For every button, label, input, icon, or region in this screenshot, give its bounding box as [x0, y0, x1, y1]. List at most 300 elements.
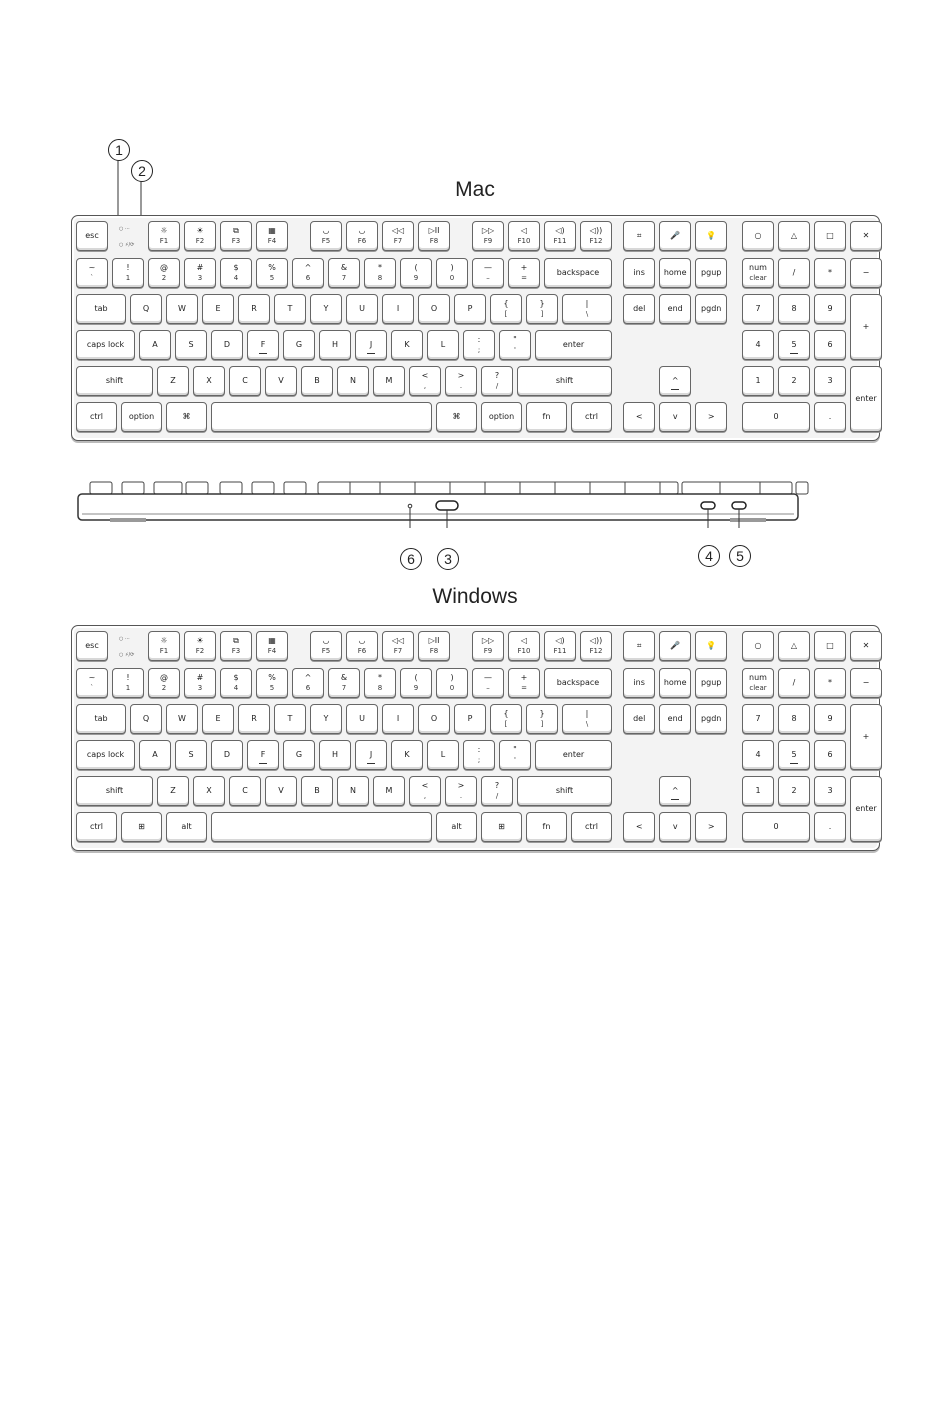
key-sublabel: 1: [125, 684, 131, 692]
key-sublabel: F8: [429, 237, 439, 245]
key-label: ☀: [196, 636, 204, 645]
key-label: %: [268, 673, 276, 682]
key-label: ⧉: [233, 636, 239, 645]
windows-keyboard: [71, 625, 880, 851]
key-label: +: [862, 732, 870, 741]
key-sublabel: F9: [483, 237, 493, 245]
key-label: K: [404, 750, 410, 759]
key-label: <: [635, 412, 643, 421]
key-sublabel: F4: [267, 647, 277, 655]
key-symbol: [499, 740, 531, 770]
key-symbol: [481, 776, 513, 806]
key-label: ctrl: [584, 822, 599, 831]
key-label: backspace: [556, 678, 600, 687]
key-symbol: [490, 704, 522, 734]
key-label: Z: [170, 376, 176, 385]
key-w: [166, 704, 198, 734]
led-indicator-1: ○ ···: [119, 636, 130, 642]
key-label: pgdn: [701, 304, 722, 313]
key-sublabel: 2: [161, 684, 167, 692]
key-symbol: [346, 631, 378, 661]
key-label: enter: [562, 340, 585, 349]
key-sublabel: F9: [483, 647, 493, 655]
key-label: ☼: [160, 636, 168, 645]
key-sublabel: F1: [159, 237, 169, 245]
key-label: del: [633, 714, 646, 723]
callout-4: 4: [698, 545, 720, 567]
key-label: *: [828, 678, 832, 687]
key-label: +: [520, 673, 528, 682]
key-symbol: [623, 221, 655, 251]
key-8: [778, 294, 810, 324]
key-j: [355, 740, 387, 770]
key-label: enter: [855, 394, 877, 403]
key-v: [659, 402, 691, 432]
key-sublabel: .: [459, 382, 463, 390]
key-label: |: [585, 709, 589, 718]
key-label: W: [178, 304, 186, 313]
key-symbol: [328, 668, 360, 698]
callout-6: 6: [400, 548, 422, 570]
key-label: T: [287, 714, 293, 723]
key-symbol: [850, 668, 882, 698]
key-symbol: [508, 221, 540, 251]
key-option: [481, 402, 522, 432]
key-label: O: [430, 304, 438, 313]
key-label: shift: [105, 786, 124, 795]
key-label: ▷▷: [481, 636, 495, 645]
key-space: [211, 402, 432, 432]
key-ctrl: [76, 402, 117, 432]
key-label: △: [790, 641, 798, 650]
key-sublabel: –: [486, 274, 490, 282]
key-label: fn: [542, 412, 551, 421]
key-symbol: [328, 258, 360, 288]
key-label: ⌗: [636, 231, 642, 240]
key-sublabel: F2: [195, 647, 205, 655]
key-label: P: [467, 304, 473, 313]
key-symbol: [112, 668, 144, 698]
key-label: ^: [671, 786, 679, 795]
key-symbol: [382, 631, 414, 661]
key-label: 3: [827, 376, 833, 385]
key-label: <: [635, 822, 643, 831]
key-symbol: [220, 258, 252, 288]
key-s: [175, 740, 207, 770]
key-tab: [76, 294, 126, 324]
key-symbol: [148, 258, 180, 288]
key-symbol: [778, 631, 810, 661]
key-label: ○: [754, 641, 762, 650]
key-label: Q: [142, 714, 150, 723]
key-label: shift: [105, 376, 124, 385]
key-symbol: [463, 740, 495, 770]
key-label: ctrl: [584, 412, 599, 421]
callout-leader-lines: [0, 0, 950, 230]
key-sublabel: F7: [393, 647, 403, 655]
key-sublabel: \: [585, 720, 589, 728]
key-symbol: [220, 221, 252, 251]
key-label: G: [295, 340, 303, 349]
key-sublabel: –: [486, 684, 490, 692]
key-b: [301, 366, 333, 396]
key-4: [742, 330, 774, 360]
key-symbol: [526, 704, 558, 734]
key-s: [175, 330, 207, 360]
key-ii: [418, 631, 450, 661]
key-symbol: [463, 330, 495, 360]
key-sublabel: F12: [589, 237, 603, 245]
key-label: ins: [633, 268, 645, 277]
key-label: enter: [855, 804, 877, 813]
key-symbol: [184, 668, 216, 698]
key-o: [418, 294, 450, 324]
key-label: ▷II: [428, 636, 440, 645]
key-label: +: [862, 322, 870, 331]
key-label: B: [314, 376, 320, 385]
key-symbol: [850, 258, 882, 288]
key-pgup: [695, 258, 727, 288]
key-symbol: [382, 221, 414, 251]
key-m: [373, 366, 405, 396]
key-symbol: [695, 402, 727, 432]
key-v: [659, 812, 691, 842]
key-5: [778, 330, 810, 360]
key-symbol: [814, 631, 846, 661]
key-symbol: [659, 366, 691, 396]
key-label: —: [484, 673, 492, 682]
key-symbol: [292, 668, 324, 698]
key-label: —: [484, 263, 492, 272]
key-label: ": [513, 745, 517, 754]
key-label: <: [421, 781, 429, 790]
key-label: 2: [791, 376, 797, 385]
key-label: U: [359, 304, 365, 313]
key-sublabel: 7: [341, 684, 347, 692]
key-symbol: [490, 294, 522, 324]
key-symbol: [256, 221, 288, 251]
key-label: ?: [494, 781, 500, 790]
key-label: D: [223, 340, 231, 349]
key-symbol: [256, 668, 288, 698]
key-label: option: [488, 412, 515, 421]
key-num: [742, 668, 774, 698]
key-label: |: [585, 299, 589, 308]
key-symbol: [850, 631, 882, 661]
key-sublabel: 6: [305, 684, 311, 692]
key-label: I: [396, 304, 400, 313]
key-z: [157, 366, 189, 396]
key-symbol: [544, 221, 576, 251]
key-o: [418, 704, 450, 734]
key-label: △: [790, 231, 798, 240]
key-sublabel: ,: [423, 792, 427, 800]
key-sublabel: ': [514, 346, 516, 354]
key-pgup: [695, 668, 727, 698]
key-u: [346, 704, 378, 734]
key-label: @: [160, 673, 168, 682]
key-label: option: [128, 412, 155, 421]
key-label: B: [314, 786, 320, 795]
key-u: [346, 294, 378, 324]
key-label: 8: [791, 714, 797, 723]
key-label: {: [503, 709, 509, 718]
callout-2: 2: [131, 160, 153, 182]
key-label: $: [233, 263, 239, 272]
key-label: −: [862, 268, 870, 277]
key-symbol: [850, 221, 882, 251]
key-sublabel: F11: [553, 647, 567, 655]
key-enter: [850, 366, 882, 432]
key-label: ctrl: [89, 412, 104, 421]
key-label: ⊞: [498, 822, 505, 831]
key-label: (: [414, 673, 418, 682]
key-label: X: [206, 376, 212, 385]
key-label: ▷II: [428, 226, 440, 235]
key-label: ▦: [268, 636, 276, 645]
key-label: pgdn: [701, 714, 722, 723]
key-a: [139, 740, 171, 770]
key-i: [382, 704, 414, 734]
key-y: [310, 704, 342, 734]
key-label: 5: [791, 750, 797, 759]
key-sublabel: F10: [517, 237, 531, 245]
key-n: [337, 366, 369, 396]
key-label: P: [467, 714, 473, 723]
key-label: /: [792, 268, 796, 277]
key-symbol: [76, 668, 108, 698]
key-sublabel: 4: [233, 684, 239, 692]
key-symbol: [445, 366, 477, 396]
key-t: [274, 704, 306, 734]
key-symbol: [220, 631, 252, 661]
key-1: [742, 776, 774, 806]
key-backspace: [544, 258, 612, 288]
key-option: [121, 402, 162, 432]
key-label: □: [826, 641, 834, 650]
key-symbol: [508, 258, 540, 288]
key-label: ^: [304, 673, 312, 682]
key-label: ◡: [322, 226, 330, 235]
key-symbol: [436, 668, 468, 698]
keyboard-side-view: [70, 478, 880, 528]
key-a: [139, 330, 171, 360]
key-label: ◡: [322, 636, 330, 645]
key-label: 3: [827, 786, 833, 795]
key-label: ✕: [862, 641, 870, 650]
key-label: #: [196, 263, 204, 272]
key-label: ◁: [520, 226, 528, 235]
key-label: ctrl: [89, 822, 104, 831]
mac-keyboard: [71, 215, 880, 441]
key-sublabel: clear: [749, 684, 767, 692]
key-label: C: [242, 376, 248, 385]
key-label: (: [414, 263, 418, 272]
key-symbol: [508, 668, 540, 698]
key-label: ins: [633, 678, 645, 687]
key-sublabel: ,: [423, 382, 427, 390]
key-label: ~: [88, 673, 96, 682]
key-symbol: [659, 631, 691, 661]
key-label: ☀: [196, 226, 204, 235]
key-label: ": [513, 335, 517, 344]
key-label: end: [667, 714, 683, 723]
key-6: [814, 740, 846, 770]
key-symbol: [472, 668, 504, 698]
key-label: O: [430, 714, 438, 723]
key-v: [265, 366, 297, 396]
key-label: Q: [142, 304, 150, 313]
key-sublabel: 3: [197, 274, 203, 282]
key-caps-lock: [76, 330, 135, 360]
key-symbol: [112, 258, 144, 288]
key-label: 9: [827, 304, 833, 313]
key-sublabel: F7: [393, 237, 403, 245]
key-3: [814, 776, 846, 806]
key-sublabel: [: [504, 720, 508, 728]
key-label: ◁: [520, 636, 528, 645]
key-e: [202, 704, 234, 734]
key-ins: [623, 668, 655, 698]
key-label: %: [268, 263, 276, 272]
key-sublabel: 8: [377, 274, 383, 282]
key-symbol: [580, 221, 612, 251]
key-label: >: [457, 781, 465, 790]
key-label: C: [242, 786, 248, 795]
key-symbol: [400, 258, 432, 288]
key-label: 0: [773, 822, 779, 831]
key-shift: [517, 366, 612, 396]
key-label: end: [667, 304, 683, 313]
key-label: +: [520, 263, 528, 272]
key-symbol: [544, 631, 576, 661]
key-label: Y: [323, 714, 329, 723]
key-symbol: [562, 294, 612, 324]
key-label: K: [404, 340, 410, 349]
key-label: ?: [494, 371, 500, 380]
key-end: [659, 704, 691, 734]
key-symbol: [184, 258, 216, 288]
key-label: ): [450, 673, 454, 682]
key-sublabel: =: [521, 274, 527, 282]
key-4: [742, 740, 774, 770]
key-2: [778, 366, 810, 396]
key-h: [319, 330, 351, 360]
key-x: [193, 366, 225, 396]
key-label: D: [223, 750, 231, 759]
key-sublabel: \: [585, 310, 589, 318]
key-enter: [850, 776, 882, 842]
key-symbol: [184, 221, 216, 251]
key-l: [427, 330, 459, 360]
key-symbol: [364, 668, 396, 698]
key-symbol: [481, 812, 522, 842]
key-label: E: [215, 714, 221, 723]
key-symbol: [256, 631, 288, 661]
key-label: &: [340, 673, 348, 682]
key-label: ◡: [358, 636, 366, 645]
key-sublabel: F4: [267, 237, 277, 245]
key-label: T: [287, 304, 293, 313]
key-label: .: [828, 822, 832, 831]
key-symbol: [445, 776, 477, 806]
key-label: :: [477, 335, 481, 344]
key-label: □: [826, 231, 834, 240]
key-label: alt: [451, 822, 462, 831]
key-sublabel: 4: [233, 274, 239, 282]
key-label: ◁◁: [391, 636, 405, 645]
key-shift: [76, 366, 153, 396]
led-indicator-2: ○ ⚡/⟳: [119, 652, 135, 658]
key-0: [742, 402, 810, 432]
key-esc: [76, 221, 108, 251]
key-y: [310, 294, 342, 324]
key-symbol: [562, 704, 612, 734]
key-enter: [535, 740, 612, 770]
key-label: 🎤: [670, 641, 681, 650]
key-symbol: [472, 631, 504, 661]
key-label: ◁)): [589, 636, 603, 645]
key-label: del: [633, 304, 646, 313]
key-g: [283, 740, 315, 770]
key-label: esc: [85, 641, 99, 650]
key-0: [742, 812, 810, 842]
key-sublabel: F5: [321, 237, 331, 245]
key-c: [229, 366, 261, 396]
key-sublabel: F12: [589, 647, 603, 655]
callout-3: 3: [437, 548, 459, 570]
key-caps-lock: [76, 740, 135, 770]
key-sublabel: F3: [231, 647, 241, 655]
key-label: >: [457, 371, 465, 380]
key-label: }: [539, 299, 545, 308]
key-home: [659, 258, 691, 288]
key-label: !: [126, 673, 130, 682]
key-label: −: [862, 678, 870, 687]
mac-title: Mac: [455, 178, 495, 201]
key-label: ~: [88, 263, 96, 272]
key-symbol: [814, 668, 846, 698]
key-f: [247, 740, 279, 770]
key-label: @: [160, 263, 168, 272]
key-label: pgup: [701, 268, 722, 277]
key-sublabel: ': [514, 756, 516, 764]
key-symbol: [580, 631, 612, 661]
key-p: [454, 294, 486, 324]
key-label: enter: [562, 750, 585, 759]
key-sublabel: `: [90, 274, 94, 282]
key-label: M: [385, 376, 393, 385]
key-w: [166, 294, 198, 324]
key-label: I: [396, 714, 400, 723]
key-sublabel: F8: [429, 647, 439, 655]
key-sublabel: F5: [321, 647, 331, 655]
key-label: 💡: [706, 231, 717, 240]
key-symbol: [850, 294, 882, 360]
key-label: V: [278, 376, 284, 385]
key-label: ◁): [555, 636, 565, 645]
key-label: ⊞: [138, 822, 145, 831]
key-label: }: [539, 709, 545, 718]
key-label: ▦: [268, 226, 276, 235]
key-del: [623, 704, 655, 734]
key-r: [238, 294, 270, 324]
key-label: U: [359, 714, 365, 723]
key-label: Z: [170, 786, 176, 795]
key-sublabel: F6: [357, 237, 367, 245]
key-label: >: [707, 822, 715, 831]
key-z: [157, 776, 189, 806]
